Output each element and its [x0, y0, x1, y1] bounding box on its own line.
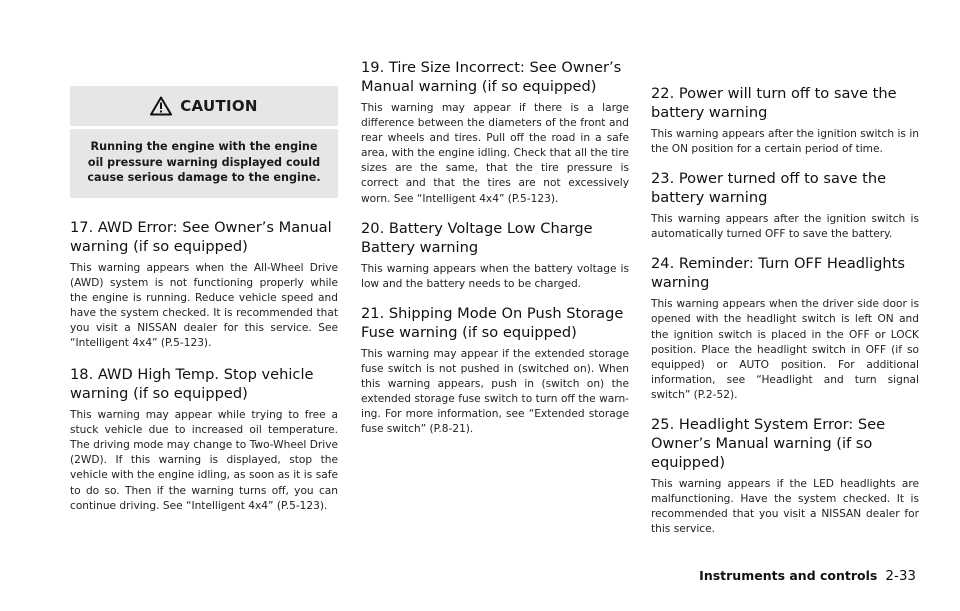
section-body: This warning may appear if the extended storage fuse switch is not pushed in (switched on). When this warning appears, push in (switch on) the extended storage fuse switch to turn off the warning. For more information, see “Extended storage fuse switch” (P.8-21).	[361, 347, 629, 436]
section-body: This warning appears when the All-Wheel Drive (AWD) system is not functioning properly while the engine is running. Reduce vehicle speed and have the system checked. It is recommended that you visit a NISSAN dealer for this service. See “Intelligent 4x4” (P.5-123).	[70, 261, 338, 349]
section-body: This warning appears when the battery voltage is low and the battery needs to be charged.	[361, 262, 629, 290]
section-shipping-mode	[361, 304, 629, 438]
section-heading: 22. Power will turn off to save the battery warning	[651, 85, 897, 121]
column-middle	[361, 0, 629, 437]
section-heading: 25. Headlight System Error: See Owner’s Manual warning (if so equipped)	[651, 416, 886, 472]
footer-section-title: Instruments and controls	[699, 568, 878, 583]
caution-text: Running the engine with the engine oil pressure warning displayed could cause serious damage to the engine.	[87, 140, 321, 184]
section-body: This warning appears after the ignition switch is in the ON position for a certain period of time.	[651, 128, 919, 156]
caution-box	[70, 86, 338, 198]
section-awd-error	[70, 218, 338, 352]
section-heading: 18. AWD High Temp. Stop vehicle warning (if so equipped)	[70, 366, 314, 403]
section-heading: 23. Power turned off to save the battery warning	[651, 170, 887, 207]
section-body: This warning appears if the LED headlights are malfunctioning. Have the system checked. It is recommended that you visit a NISSAN dealer for this service.	[651, 478, 919, 536]
section-headlights-reminder	[651, 254, 919, 403]
page-footer	[699, 568, 916, 584]
caution-header	[70, 86, 338, 126]
section-tire-size	[361, 58, 629, 207]
column-left	[70, 0, 338, 514]
section-body: This warning may appear if there is a large difference between the diameters of the front and rear wheels and tires. Pull off the road in a safe area, with the engine idling. Check that all the tire sizes are the same, that the tire pressure is correct and that the tires are not excessively worn. See “Intelligent 4x4” (P.5-123).	[361, 102, 629, 205]
section-heading: 20. Battery Voltage Low Charge Battery warning	[361, 219, 593, 256]
section-body: This warning appears after the ignition switch is automatically turned OFF to save the battery.	[651, 213, 919, 241]
section-heading: 24. Reminder: Turn OFF Headlights warning	[651, 255, 905, 292]
column-right	[651, 0, 919, 537]
section-power-will-turn-off	[651, 84, 919, 157]
section-body: This warning appears when the driver side door is opened with the headlight switch is left ON and the ignition switch is placed in the OFF or LOCK position. Place the headlight switch in OFF (if so equipped) or AUTO position. For additional information, see “Headlight and turn signal switch” (P.2-52).	[651, 298, 919, 401]
caution-title: CAUTION	[180, 97, 258, 115]
section-headlight-system-error	[651, 415, 919, 537]
warning-triangle-icon	[150, 96, 172, 116]
section-heading: 21. Shipping Mode On Push Storage Fuse warning (if so equipped)	[361, 304, 624, 341]
section-heading: 17. AWD Error: See Owner’s Manual warning (if so equipped)	[70, 218, 332, 255]
section-heading: 19. Tire Size Incorrect: See Owner’s Manual warning (if so equipped)	[361, 59, 622, 95]
section-battery-voltage	[361, 219, 629, 292]
section-awd-high-temp	[70, 365, 338, 514]
section-body: This warning may appear while trying to free a stuck vehicle due to increased oil temperature. The driving mode may change to Two-Wheel Drive (2WD). If this warning is displayed, stop the vehicle with the engine idling, as soon as it is safe to do so. Then if the warning turns off, you can continue driving. See “Intelligent 4x4” (P.5-123).	[70, 409, 338, 512]
section-power-turned-off	[651, 169, 919, 242]
page-number: 2-33	[885, 568, 916, 584]
